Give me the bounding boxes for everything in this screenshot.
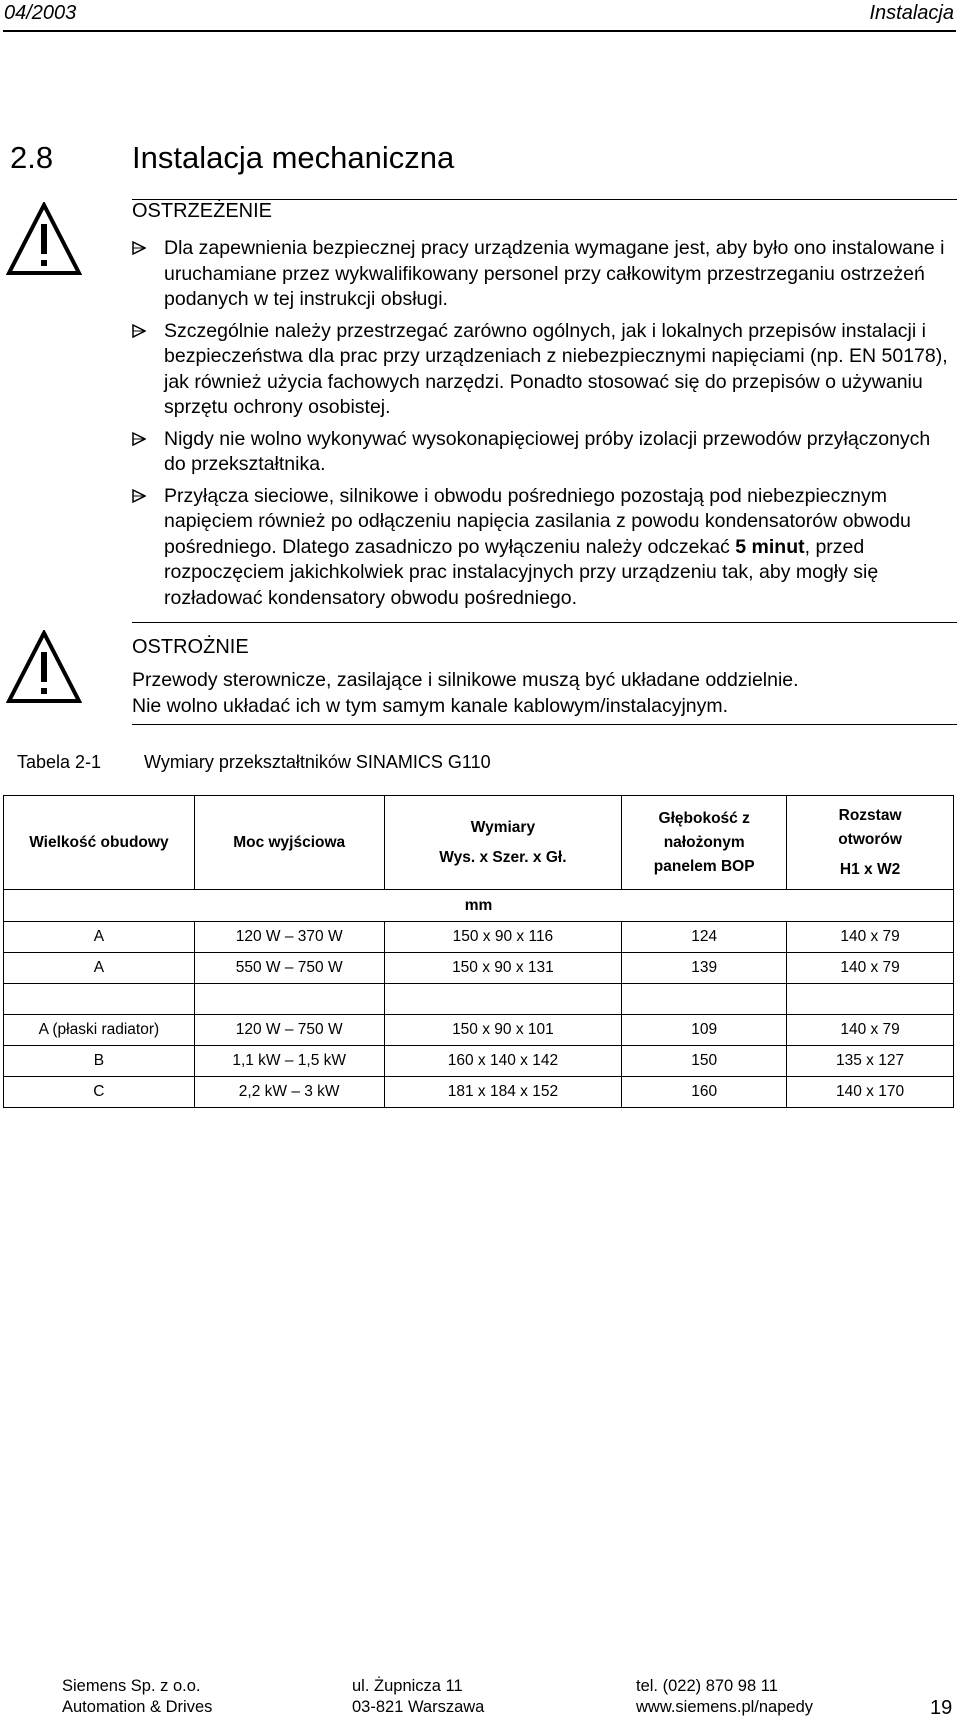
header-dimensions: Wymiary Wys. x Szer. x Gł. <box>384 796 622 890</box>
table-header-row <box>4 796 954 890</box>
arrow-bullet-icon <box>132 324 146 338</box>
table-row: B 1,1 kW – 1,5 kW 160 x 140 x 142 150 135 x 127 <box>4 1046 954 1077</box>
caution-bottom-rule <box>132 724 957 725</box>
table-unit-row <box>4 890 954 922</box>
header-frame-size: Wielkość obudowy <box>4 796 195 890</box>
table-row: A 550 W – 750 W 150 x 90 x 131 139 140 x 79 <box>4 953 954 984</box>
warning-title: OSTRZEŻENIE <box>132 200 273 222</box>
table-label: Tabela 2-1 <box>17 752 102 772</box>
caution-triangle-icon <box>6 630 82 706</box>
warning-bullet: Nigdy nie wolno wykonywać wysokonapięciowej próby izolacji przewodów przyłączonych do przekształtnika. <box>132 427 952 478</box>
dimensions-table <box>3 795 954 1108</box>
arrow-bullet-icon <box>132 432 146 446</box>
table-row: C 2,2 kW – 3 kW 181 x 184 x 152 160 140 x 170 <box>4 1077 954 1108</box>
page-number: 19 <box>930 1697 953 1719</box>
table-row: A 120 W – 370 W 150 x 90 x 116 124 140 x 79 <box>4 922 954 953</box>
header-depth-bop: Głębokość z nałożonym panelem BOP <box>622 796 787 890</box>
unit-label: mm <box>4 890 954 922</box>
table-title: Wymiary przekształtników SINAMICS G110 <box>144 752 491 772</box>
caution-title: OSTROŻNIE <box>132 636 249 658</box>
table-row: A (płaski radiator) 120 W – 750 W 150 x 90 x 101 109 140 x 79 <box>4 1015 954 1046</box>
header-hole-spacing: Rozstaw otworów H1 x W2 <box>787 796 954 890</box>
header-rule <box>3 30 956 32</box>
table-spacer-row <box>4 984 954 1015</box>
arrow-bullet-icon <box>132 489 146 503</box>
warning-bottom-rule <box>132 622 957 623</box>
section-number: 2.8 <box>10 140 54 175</box>
header-output-power: Moc wyjściowa <box>194 796 384 890</box>
header-chapter: Instalacja <box>869 2 954 24</box>
warning-triangle-icon <box>6 202 82 278</box>
warning-bullet: Przyłącza sieciowe, silnikowe i obwodu pośredniego pozostają pod niebezpiecznym napięciem również po odłączeniu napięcia zasilania z powodu kondensatorów obwodu pośredniego. Dlatego zasadniczo po wyłączeniu należy odczekać 5 minut, przed rozpoczęciem jakichkolwiek prac instalacyjnych przy urządzeniu tak, aby mogły się rozładować kondensatory obwodu pośredniego. <box>132 484 952 612</box>
wait-time: 5 minut <box>735 535 805 558</box>
warning-bullet: Szczególnie należy przestrzegać zarówno ogólnych, jak i lokalnych przepisów instalacji i bezpieczeństwa dla prac przy urządzeniach z niebezpiecznymi napięciami (np. EN 50178), jak również użycia fachowych narzędzi. Ponadto stosować się do przepisów o używaniu sprzętu ochrony osobistej. <box>132 319 952 421</box>
footer-company: Siemens Sp. z o.o. Automation & Drives <box>62 1677 213 1716</box>
footer-contact: tel. (022) 870 98 11 www.siemens.pl/napedy <box>636 1677 814 1716</box>
warning-bullet: Dla zapewnienia bezpiecznej pracy urządzenia wymagane jest, aby było ono instalowane i uruchamiane przez wykwalifikowany personel przy całkowitym przestrzeganiu ostrzeżeń podanych w tej instrukcji obsługi. <box>132 236 952 313</box>
header-date: 04/2003 <box>4 2 77 24</box>
section-title: Instalacja mechaniczna <box>132 140 455 175</box>
arrow-bullet-icon <box>132 241 146 255</box>
warning-bullet-list <box>132 236 952 617</box>
caution-text: Przewody sterownicze, zasilające i silnikowe muszą być układane oddzielnie. Nie wolno układać ich w tym samym kanale kablowym/instalacyjnym. <box>132 669 799 717</box>
footer-address: ul. Żupnicza 11 03-821 Warszawa <box>352 1677 485 1716</box>
